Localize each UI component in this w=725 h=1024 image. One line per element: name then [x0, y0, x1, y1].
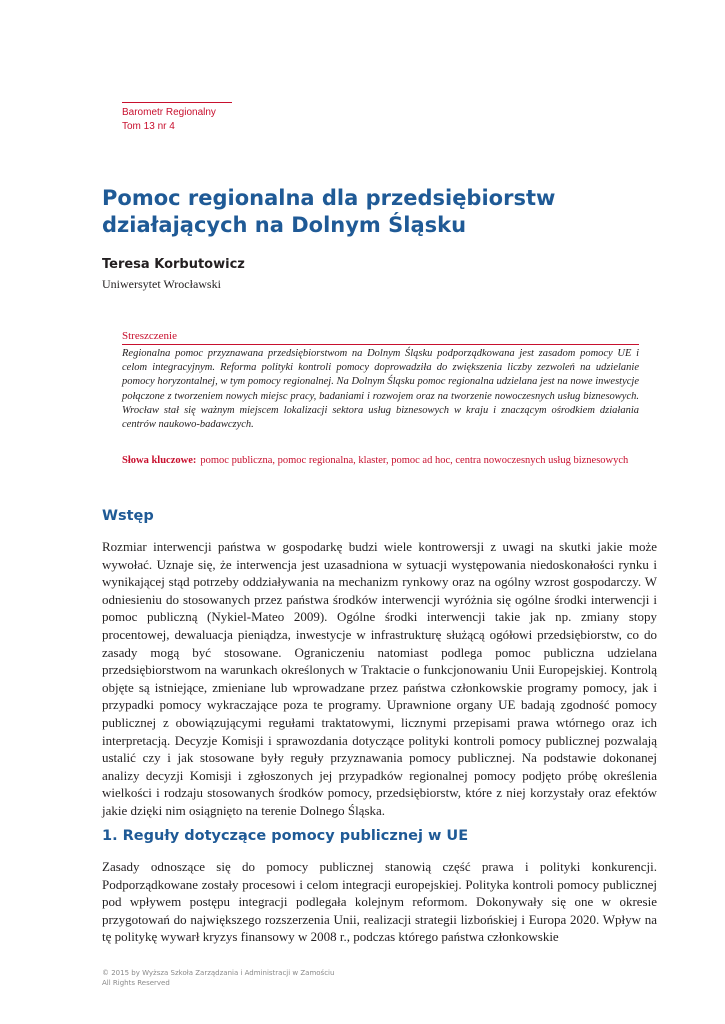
abstract-text: Regionalna pomoc przyznawana przedsiębiorstwom na Dolnym Śląsku podporządkowana jest zasadom pomocy UE i celom integracyjnym. Reforma polityki kontroli pomocy doprowadziła do zwiększenia liczby zezwoleń na udzielanie pomocy horyzontalnej, w tym pomocy regionalnej. Na Dolnym Śląsku pomoc regionalna udzielana jest na nowe inwestycje połączone z tworzeniem nowych miejsc pracy, badaniami i rozwojem oraz na tworzenie nowoczesnych usług biznesowych. Wrocław stał się ważnym miejscem lokalizacji sektora usług biznesowych w kraju i znaczącym ośrodkiem działania centrów naukowo-badawczych.	[122, 348, 639, 431]
footer	[102, 968, 334, 988]
abstract-heading: Streszczenie	[122, 330, 639, 345]
journal-header	[122, 102, 232, 134]
footer-rights: All Rights Reserved	[102, 979, 170, 987]
author-affiliation: Uniwersytet Wrocławski	[102, 277, 221, 291]
footer-copyright: © 2015 by Wyższa Szkoła Zarządzania i Administracji w Zamościu	[102, 969, 335, 977]
section-heading-1: 1. Reguły dotyczące pomocy publicznej w UE	[102, 828, 469, 844]
section-heading-intro: Wstęp	[102, 508, 154, 524]
keywords-label: Słowa kluczowe:	[122, 455, 197, 466]
section-text-1: Zasady odnoszące się do pomocy publicznej stanowią część prawa i polityki konkurencji. Podporządkowane zostały procesowi i celom integracji europejskiej. Polityka kontroli pomocy publicznej pod wpływem postępu integracji podlegała kolejnym reformom. Dokonywały się one w okresie przygotowań do największego rozszerzenia Unii, realizacji strategii lizbońskiej i Europa 2020. Wpływ na tę politykę wywarł kryzys finansowy w 2008 r., podczas którego państwa członkowskie	[102, 859, 657, 945]
author-name: Teresa Korbutowicz	[102, 257, 245, 272]
abstract	[122, 330, 639, 432]
keywords	[122, 454, 639, 467]
section-text-intro: Rozmiar interwencji państwa w gospodarkę budzi wiele kontrowersji z uwagi na skutki jakie może wywołać. Uznaje się, że interwencja jest uzasadniona w sytuacji występowania niedoskonałości rynku i wynikającej stąd potrzeby oddziaływania na mechanizm rynkowy oraz na ogólny wzrost gospodarczy. W odniesieniu do stosowanych przez państwa środków interwencji wyróżnia się ogólne środki interwencji i pomoc publiczną (Nykiel-Mateo 2009). Ogólne środki interwencji takie jak np. zmiany stopy procentowej, dewaluacja pieniądza, inwestycje w infrastrukturę służącą ogółowi przedsiębiorstw, co do zasady mogą być stosowane. Ograniczeniu natomiast podlega pomoc publiczna udzielana przedsiębiorstwom na warunkach określonych w Traktacie o funkcjonowaniu Unii Europejskiej. Kontrolą objęte są istniejące, zmieniane lub wprowadzane przez państwa członkowskie programy pomocy, jak i przypadki pomocy wykraczające poza te programy. Uprawnione organy UE badają zgodność pomocy publicznej z obowiązującymi regułami traktatowymi, licznymi przepisami prawa wtórnego oraz ich interpretacją. Decyzje Komisji i sprawozdania dotyczące polityki kontroli pomocy publicznej pozwalają ustalić czy i jak stosowane były reguły przyznawania pomocy publicznej. Na podstawie dokonanej analizy decyzji Komisji i zgłoszonych jej przypadków regionalnej pomocy podjęto próbę określenia wielkości i rodzaju stosowanych środków pomocy, przedsiębiorstw, które z niej korzystały oraz efektów jakie dzięki nim osiągnięto na terenie Dolnego Śląska.	[102, 539, 657, 818]
article-title: Pomoc regionalna dla przedsiębiorstw działających na Dolnym Śląsku	[102, 186, 556, 237]
keywords-text: pomoc publiczna, pomoc regionalna, klaster, pomoc ad hoc, centra nowoczesnych usług biznesowych	[200, 455, 629, 466]
journal-volume: Tom 13 nr 4	[122, 121, 175, 132]
journal-name: Barometr Regionalny	[122, 107, 216, 118]
